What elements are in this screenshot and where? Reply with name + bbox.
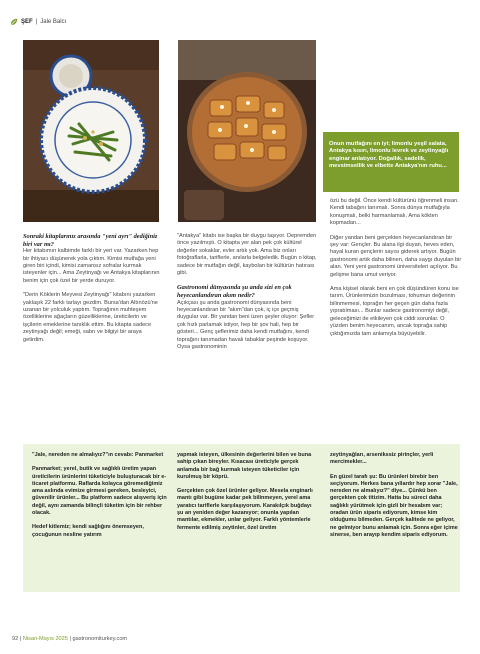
pull-quote-box <box>323 132 459 192</box>
box-column-3 <box>330 452 458 539</box>
article-paragraph: özü bu değil. Önce kendi kültürünü öğrenmeli insan. Kendi tabağını tanımalı. Sonra dünya mutfağıyla konuşmalı, belki harmanlamalı. Ama kökten kopmadan... <box>330 198 459 227</box>
leaf-icon <box>10 18 18 26</box>
interview-question: Sonraki kitaplarınız arasında "yeni ayrı" dediğiniz biri var mı? <box>23 233 158 248</box>
box-column-2 <box>177 452 317 532</box>
box-column-1 <box>32 452 168 539</box>
author-name: Jale Balcı <box>40 19 67 25</box>
article-paragraph: Ama kişisel olarak beni en çok düşündüren konu ise tarım. Ürünlerimizin bozulması, tohumun değerinin bilinmemesi, toprağın her geçen gün daha fazla yıpratılması... Bunlar sadece gastronomiyi değil, geleceğimizi de etkileyen çok ciddi sorunlar. O yüzden benim heyecanım, ancak toprağa sahip çıktığımızda tam anlamıyla büyüyebilir. <box>330 286 459 337</box>
box-paragraph: Panmarket; yerel, butik ve sağlıklı üretim yapan üreticilerin ürünlerini tüketiciyle buluşturacak bir e-ticaret platformu. Raflarda kolayca göremediğimiz ama aslında evimize girmesi gereken, besleyici, güvenilir ürünler... Bu platform sadece alışveriş için değil, aynı zamanda bilinçli tüketim için bir rehber olacak. <box>32 466 167 517</box>
page-footer: 92 | Nisan-Mayıs 2025 | gastronomiturkey.com <box>12 636 128 642</box>
pull-quote-text: Onun mutfağını en iyi; limonlu yeşil salata, Antakya kısırı, limonlu levrek ve zeytinyağlı enginar anlatıyor. Doğallık, sadelik, mevsimsellik ve elbette Antakya'nın ruhu... <box>329 141 449 170</box>
box-heading: "Jale, nereden ne almalıyız?"ın cevabı: Panmarket <box>32 452 164 458</box>
article-paragraph: Açıkçası şu anda gastronomi dünyasında beni heyecanlandıran bir "akım"dan çok, iç içe geçmiş duygular var. Bir yandan beni üzen şeyler oluyor: Şefler çok hızlı parlamak istiyor, hep bir şov hali, hep bir gösteri... Genç şeflerimiz daha kendi mutfağını, kendi toprağını tanımadan havalı tabaklar peşinde koşuyor. Oysa gastronominin <box>177 299 315 351</box>
website: gastronomiturkey.com <box>72 636 128 642</box>
box-paragraph: yapmak isteyen, ülkesinin değerlerini bilen ve buna sahip çıkan bireyler. Kısacası üreticiyle gerçek anlamda bir bağ kurmak isteyen tüketiciler için kurulmuş bir köprü. <box>177 452 312 480</box>
asparagus-dish-photo <box>23 40 159 222</box>
box-paragraph: zeytinyağları, arsenikssiz pirinçler, yerli mercimekler... <box>330 452 434 466</box>
article-paragraph: Her kitabımın kalbimde farklı bir yeri var. Yazarken hep bir ihtiyacı düşünerek yola çıktım. Kimisi mutfağa yeni giren biri içindi, kimisi zamansız sofralar kurmak isteyenler için... Ama Zeytinyağı ve Antakya kitaplarının benim için çok özel bir yerde duruyor. <box>23 248 160 284</box>
interview-question: Gastronomi dünyasında şu anda sizi en çok heyecanlandıran akım nedir? <box>177 284 292 300</box>
box-paragraph: En güzel tarafı şu: Bu ürünleri birebir ben seçiyorum. Herkes bana yıllardır hep sorar "Jale, nereden ne almalıyız?" diye... Çünkü ben gerçekten çok titizim. Hatta bu süreci daha sağlıklı yürütmek için gizli bir hesabım var; oradan ürün siparis ediyorum, kimse kim olduğumu bilmeden. Gerçek kalitede ne geliyor, ne gelmiyor bunu anlamak için. Sonra eğer içime sinerse, ben arayıp kendim siparis ediyorum. <box>330 473 458 538</box>
article-column-2 <box>177 233 317 351</box>
article-paragraph: Diğer yandan beni gerçekten heyecanlandıran bir şey var: Gençler. Bu alana ilgi duyan, heves eden, hayal kuran gençlerin sayısı giderek artıyor. Bugün gastronomi artık daha bilinen, daha saygı duyulan bir alan. Yeni yeni gastronomi üniversiteleri açılıyor. Bu gelişme bana umut veriyor. <box>330 234 462 278</box>
separator: | <box>35 19 38 25</box>
box-paragraph: Hedef kitlemiz; kendi sağlığını önemseyen, çocuğunun nesline yatırım <box>32 524 144 538</box>
page-header <box>10 18 66 26</box>
section-label: ŞEF <box>21 19 33 25</box>
article-paragraph: "Derin Köklerin Meyvesi Zeytinyağı" kitabını yazarken yaklaşık 22 farklı tarlayı gezdim. Bursa'dan Altınözü'ne uzanan bir yolculuk yaptım. Toprağının muhteşem özelliklerine ağaçların güzelliklerine, üreticilerin ve işçilerin emeklerine tanıklık ettim. Bu kitapta sadece zeytinyağı değil; emeği, sabrı ve bilgiyi bir araya getirdim. <box>23 292 158 343</box>
page-number: 92 <box>12 636 19 642</box>
issue-date: Nisan-Mayıs 2025 <box>22 636 68 642</box>
box-paragraph: Gerçekten çok özel ürünler geliyor. Mesela enginarlı mantı gibi bugüne kadar pek bilinmeyen, yerel ama yaratıcı tariflerle karşılaşıyorum. Karakılçık buğdayı şu an yeniden değer kazanıyor; onunla yapılan mantılar, ekmekler, unlar geliyor. Farklı yöntemlerle fermente edilmiş zeytinler, özel üretim <box>177 488 313 531</box>
article-column-1 <box>23 233 161 344</box>
pastry-dish-photo <box>178 40 316 222</box>
article-column-3 <box>330 198 462 338</box>
article-paragraph: "Antakya" kitabı ise başka bir duygu taşıyor. Depremden önce yazılmıştı. O kitapta yer alan pek çok kültürel değerler sokaklar, evler artık yok. Ama biz onları fotoğraflarla, tariflerle, anılarla belgeledik. Bugün o kitap, sadece bir mutfağın değil, kaybolan bir kültürün hatırası gibi. <box>177 233 317 277</box>
